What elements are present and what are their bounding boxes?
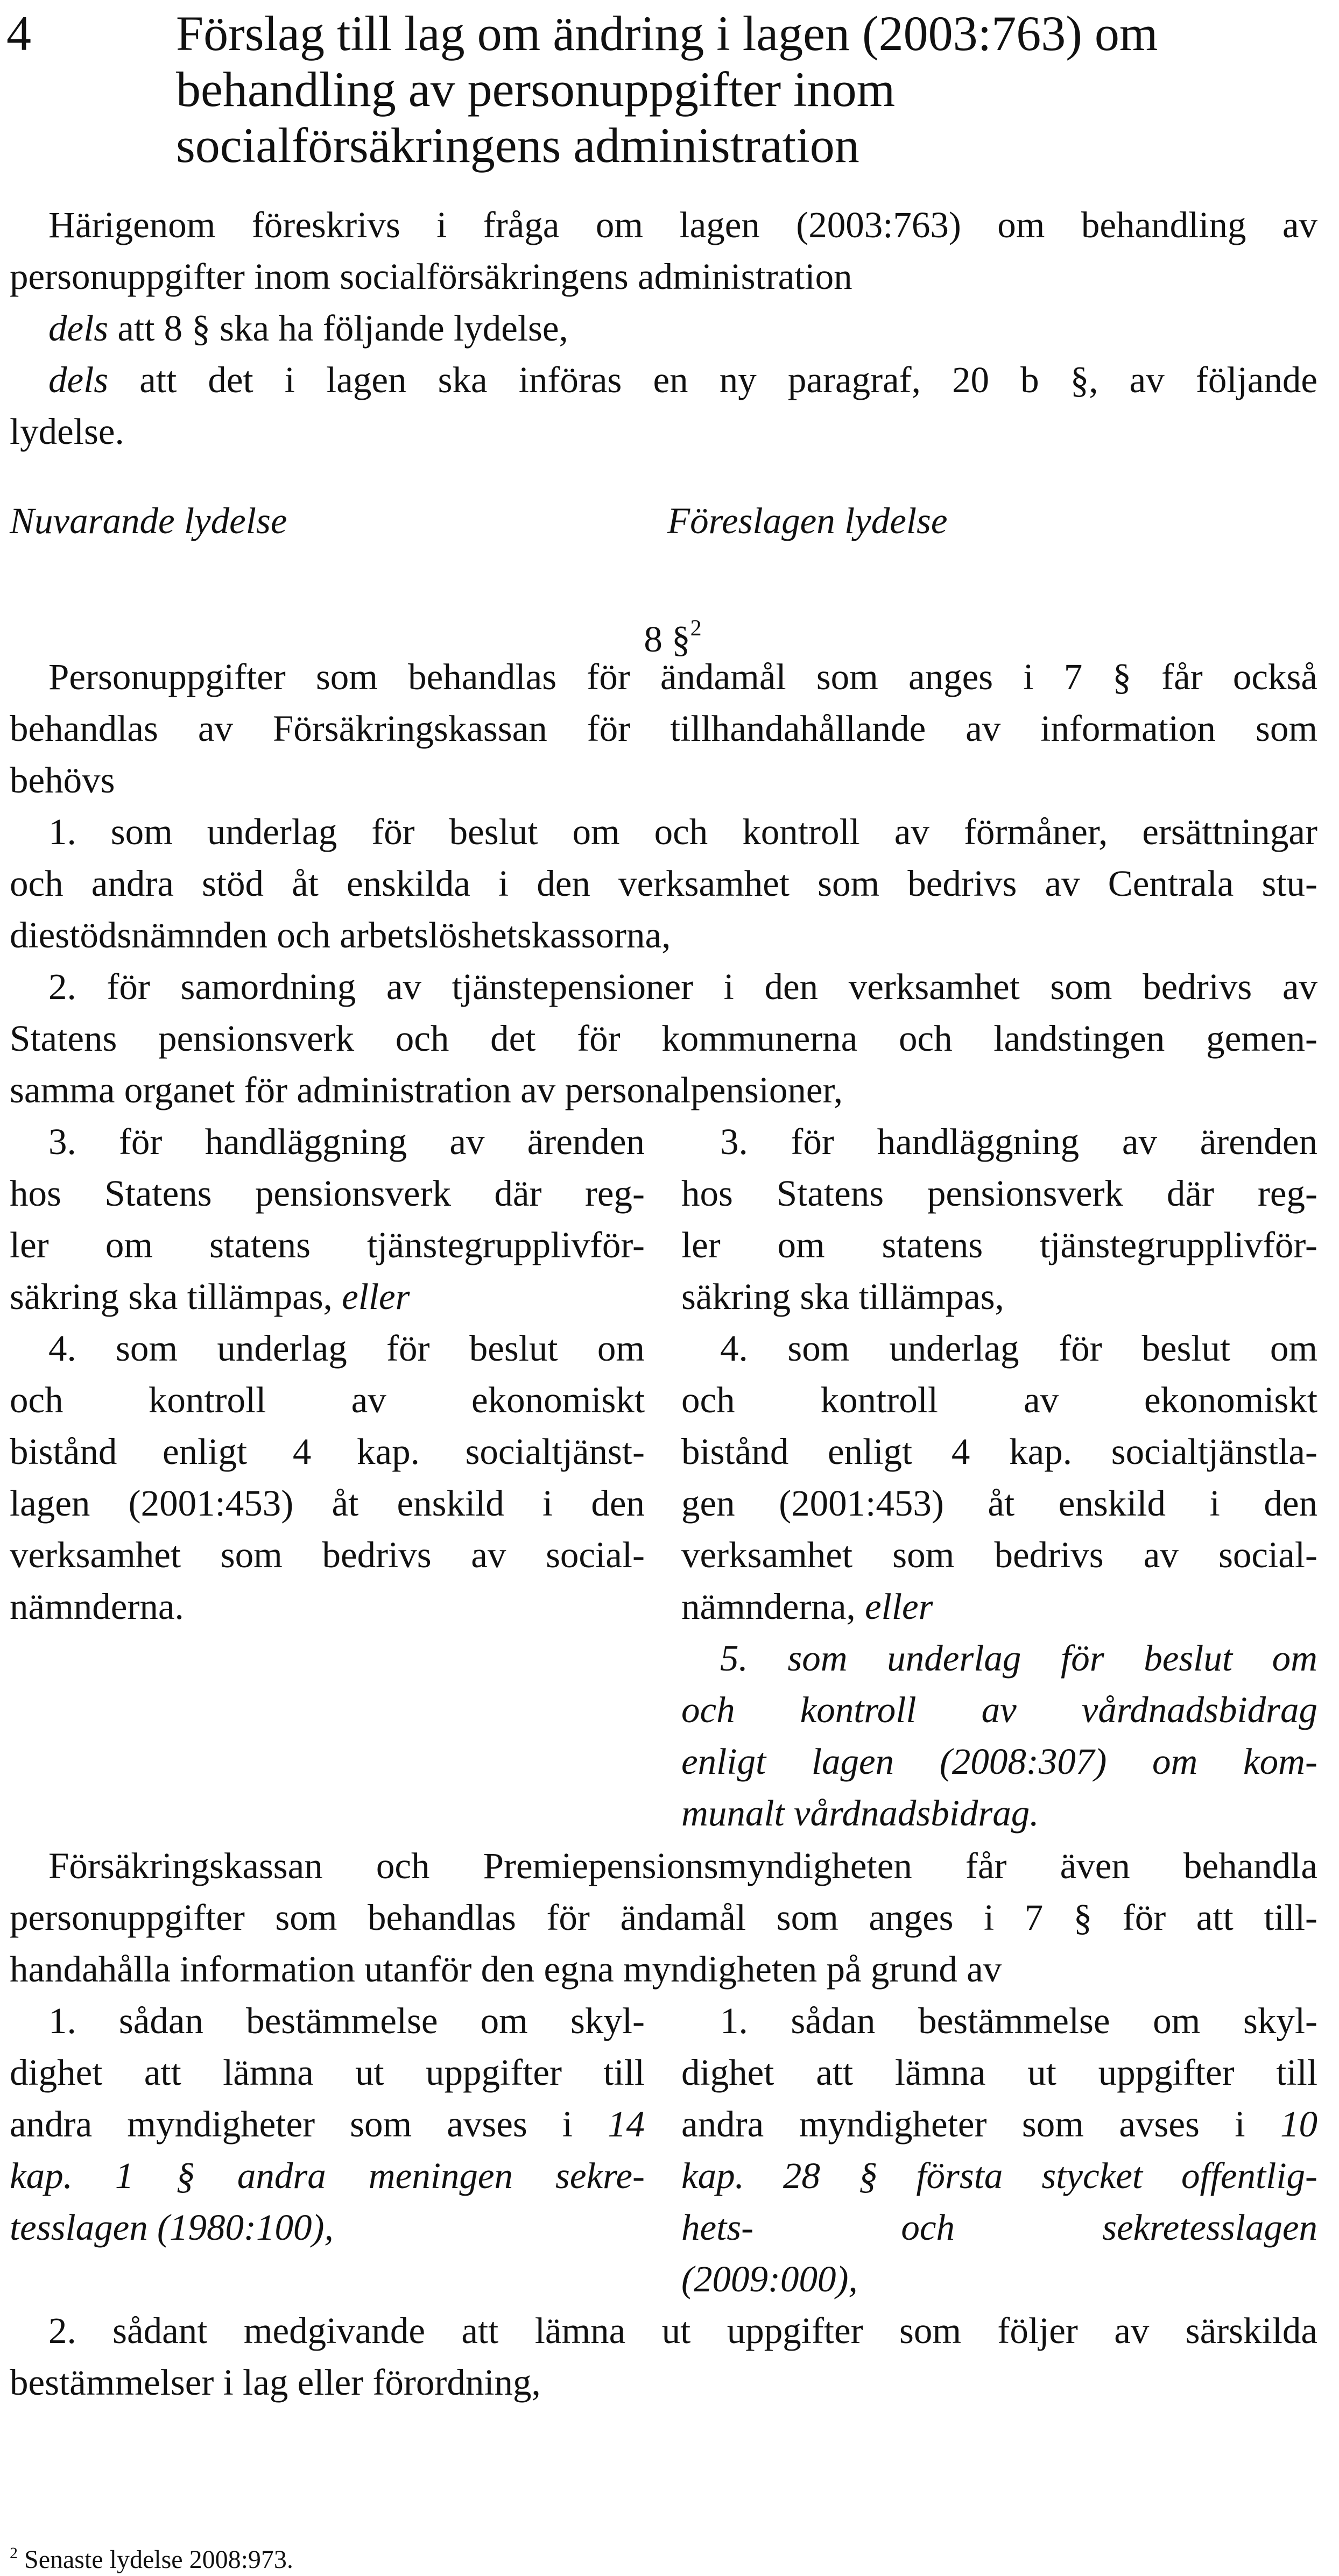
text-line: bestämmelser i lag eller förordning, bbox=[10, 2362, 541, 2403]
item-line: 1. sådan bestämmelse om skyl- bbox=[720, 2000, 1317, 2041]
dels-word: dels bbox=[48, 359, 109, 400]
text-line: behandlas av Försäkringskassan för tillhandahållande av information som bbox=[10, 708, 1317, 749]
paragraph-number: 8 § bbox=[644, 619, 690, 660]
title-line: behandling av personuppgifter inom bbox=[176, 62, 896, 117]
section-title bbox=[176, 5, 1317, 173]
item-line: kap. 1 § andra meningen sekre- bbox=[10, 2155, 645, 2196]
item-line: verksamhet som bedrivs av social- bbox=[681, 1534, 1317, 1575]
item-line: samma organet för administration av personalpensioner, bbox=[10, 1070, 843, 1110]
item-line: ler om statens tjänstegrupplivför- bbox=[681, 1225, 1317, 1265]
item-line: gen (2001:453) åt enskild i den bbox=[681, 1483, 1317, 1524]
column-header-current: Nuvarande lydelse bbox=[10, 500, 287, 541]
proposed-text-column bbox=[681, 1116, 1317, 1839]
dels-text: att det i lagen ska införas en ny paragraf, 20 b §, av följande bbox=[108, 359, 1317, 400]
item-line: 4. som underlag för beslut om bbox=[720, 1328, 1317, 1369]
item-line: tesslagen (1980:100), bbox=[10, 2207, 334, 2248]
dels-line bbox=[10, 302, 1317, 354]
current-text-column bbox=[10, 1116, 645, 1632]
item-line: 1. som underlag för beslut om och kontroll av förmåner, ersättningar bbox=[48, 811, 1317, 852]
title-line: socialförsäkringens administration bbox=[176, 118, 859, 173]
paragraph-second bbox=[10, 1840, 1317, 1995]
item-line: (2009:000), bbox=[681, 2259, 858, 2299]
item-line: nämnderna. bbox=[10, 1586, 184, 1627]
text-line: 2. sådant medgivande att lämna ut uppgifter som följer av särskilda bbox=[48, 2310, 1317, 2351]
proposed-text-column-b bbox=[681, 1995, 1317, 2305]
item-text-italic: eller bbox=[865, 1586, 933, 1627]
item-text: nämnderna, bbox=[681, 1586, 865, 1627]
item-line bbox=[10, 2098, 645, 2150]
footnote bbox=[10, 2537, 293, 2576]
footnote-text: Senaste lydelse 2008:973. bbox=[18, 2545, 293, 2574]
item-text: andra myndigheter som avses i bbox=[10, 2104, 608, 2145]
footnote-mark: 2 bbox=[10, 2544, 18, 2562]
paragraph-intro bbox=[10, 651, 1317, 1116]
item-line bbox=[681, 1581, 1317, 1632]
text-line: Försäkringskassan och Premiepensionsmyndigheten får även behandla bbox=[48, 1845, 1317, 1886]
item-text-italic: 14 bbox=[608, 2104, 645, 2145]
item-line: ler om statens tjänstegrupplivför- bbox=[10, 1225, 645, 1265]
dels-word: dels bbox=[48, 308, 109, 349]
item-line: hos Statens pensionsverk där reg- bbox=[10, 1173, 645, 1214]
item-line: kap. 28 § första stycket offentlig- bbox=[681, 2155, 1317, 2196]
item-line: och kontroll av ekonomiskt bbox=[10, 1379, 645, 1420]
item-line: dighet att lämna ut uppgifter till bbox=[10, 2052, 645, 2093]
item-line: verksamhet som bedrivs av social- bbox=[10, 1534, 645, 1575]
dels-text: att 8 § ska ha följande lydelse, bbox=[108, 308, 568, 349]
item-line: 1. sådan bestämmelse om skyl- bbox=[48, 2000, 645, 2041]
item-line: 2. för samordning av tjänstepensioner i den verksamhet som bedrivs av bbox=[48, 966, 1317, 1007]
item-line: säkring ska tillämpas, bbox=[681, 1276, 1004, 1317]
intro-line: lydelse. bbox=[10, 411, 124, 452]
current-text-column-b bbox=[10, 1995, 645, 2253]
text-line: handahålla information utanför den egna myndigheten på grund av bbox=[10, 1949, 1002, 1990]
column-header-proposed: Föreslagen lydelse bbox=[667, 500, 948, 541]
item-text: säkring ska tillämpas, bbox=[10, 1276, 342, 1317]
new-item-line: munalt vårdnadsbidrag. bbox=[681, 1793, 1039, 1834]
item-line: bistånd enligt 4 kap. socialtjänstla- bbox=[681, 1431, 1317, 1472]
intro-text bbox=[10, 199, 1317, 457]
item-line: lagen (2001:453) åt enskild i den bbox=[10, 1483, 645, 1524]
item-line: 4. som underlag för beslut om bbox=[48, 1328, 645, 1369]
intro-line: personuppgifter inom socialförsäkringens administration bbox=[10, 256, 852, 297]
paragraph-third bbox=[10, 2305, 1317, 2408]
item-text-italic: 10 bbox=[1280, 2104, 1317, 2145]
item-line: 3. för handläggning av ärenden bbox=[720, 1121, 1317, 1162]
item-line: och andra stöd åt enskilda i den verksamhet som bedrivs av Centrala stu- bbox=[10, 863, 1317, 904]
item-line: bistånd enligt 4 kap. socialtjänst- bbox=[10, 1431, 645, 1472]
footnote-reference: 2 bbox=[690, 616, 702, 641]
item-line: diestödsnämnden och arbetslöshetskassorna, bbox=[10, 915, 671, 956]
section-number: 4 bbox=[6, 6, 31, 61]
dels-line bbox=[10, 354, 1317, 406]
text-line: behövs bbox=[10, 760, 115, 801]
item-line bbox=[10, 1271, 645, 1322]
text-line: personuppgifter som behandlas för ändamål som anges i 7 § för att till- bbox=[10, 1897, 1317, 1938]
item-text: andra myndigheter som avses i bbox=[681, 2104, 1280, 2145]
item-line: dighet att lämna ut uppgifter till bbox=[681, 2052, 1317, 2093]
title-line: Förslag till lag om ändring i lagen (2003:763) om bbox=[176, 6, 1158, 61]
item-text-italic: eller bbox=[342, 1276, 410, 1317]
new-item-line: och kontroll av vårdnadsbidrag bbox=[681, 1689, 1317, 1730]
item-line: Statens pensionsverk och det för kommunerna och landstingen gemen- bbox=[10, 1018, 1317, 1059]
item-line bbox=[681, 2098, 1317, 2150]
new-item-line: 5. som underlag för beslut om bbox=[720, 1638, 1317, 1679]
text-line: Personuppgifter som behandlas för ändamål som anges i 7 § får också bbox=[48, 656, 1317, 697]
item-line: 3. för handläggning av ärenden bbox=[48, 1121, 645, 1162]
item-line: hets- och sekretesslagen bbox=[681, 2207, 1317, 2248]
item-line: hos Statens pensionsverk där reg- bbox=[681, 1173, 1317, 1214]
item-line: och kontroll av ekonomiskt bbox=[681, 1379, 1317, 1420]
intro-line: Härigenom föreskrivs i fråga om lagen (2003:763) om behandling av bbox=[48, 204, 1317, 245]
new-item-line: enligt lagen (2008:307) om kom- bbox=[681, 1741, 1317, 1782]
